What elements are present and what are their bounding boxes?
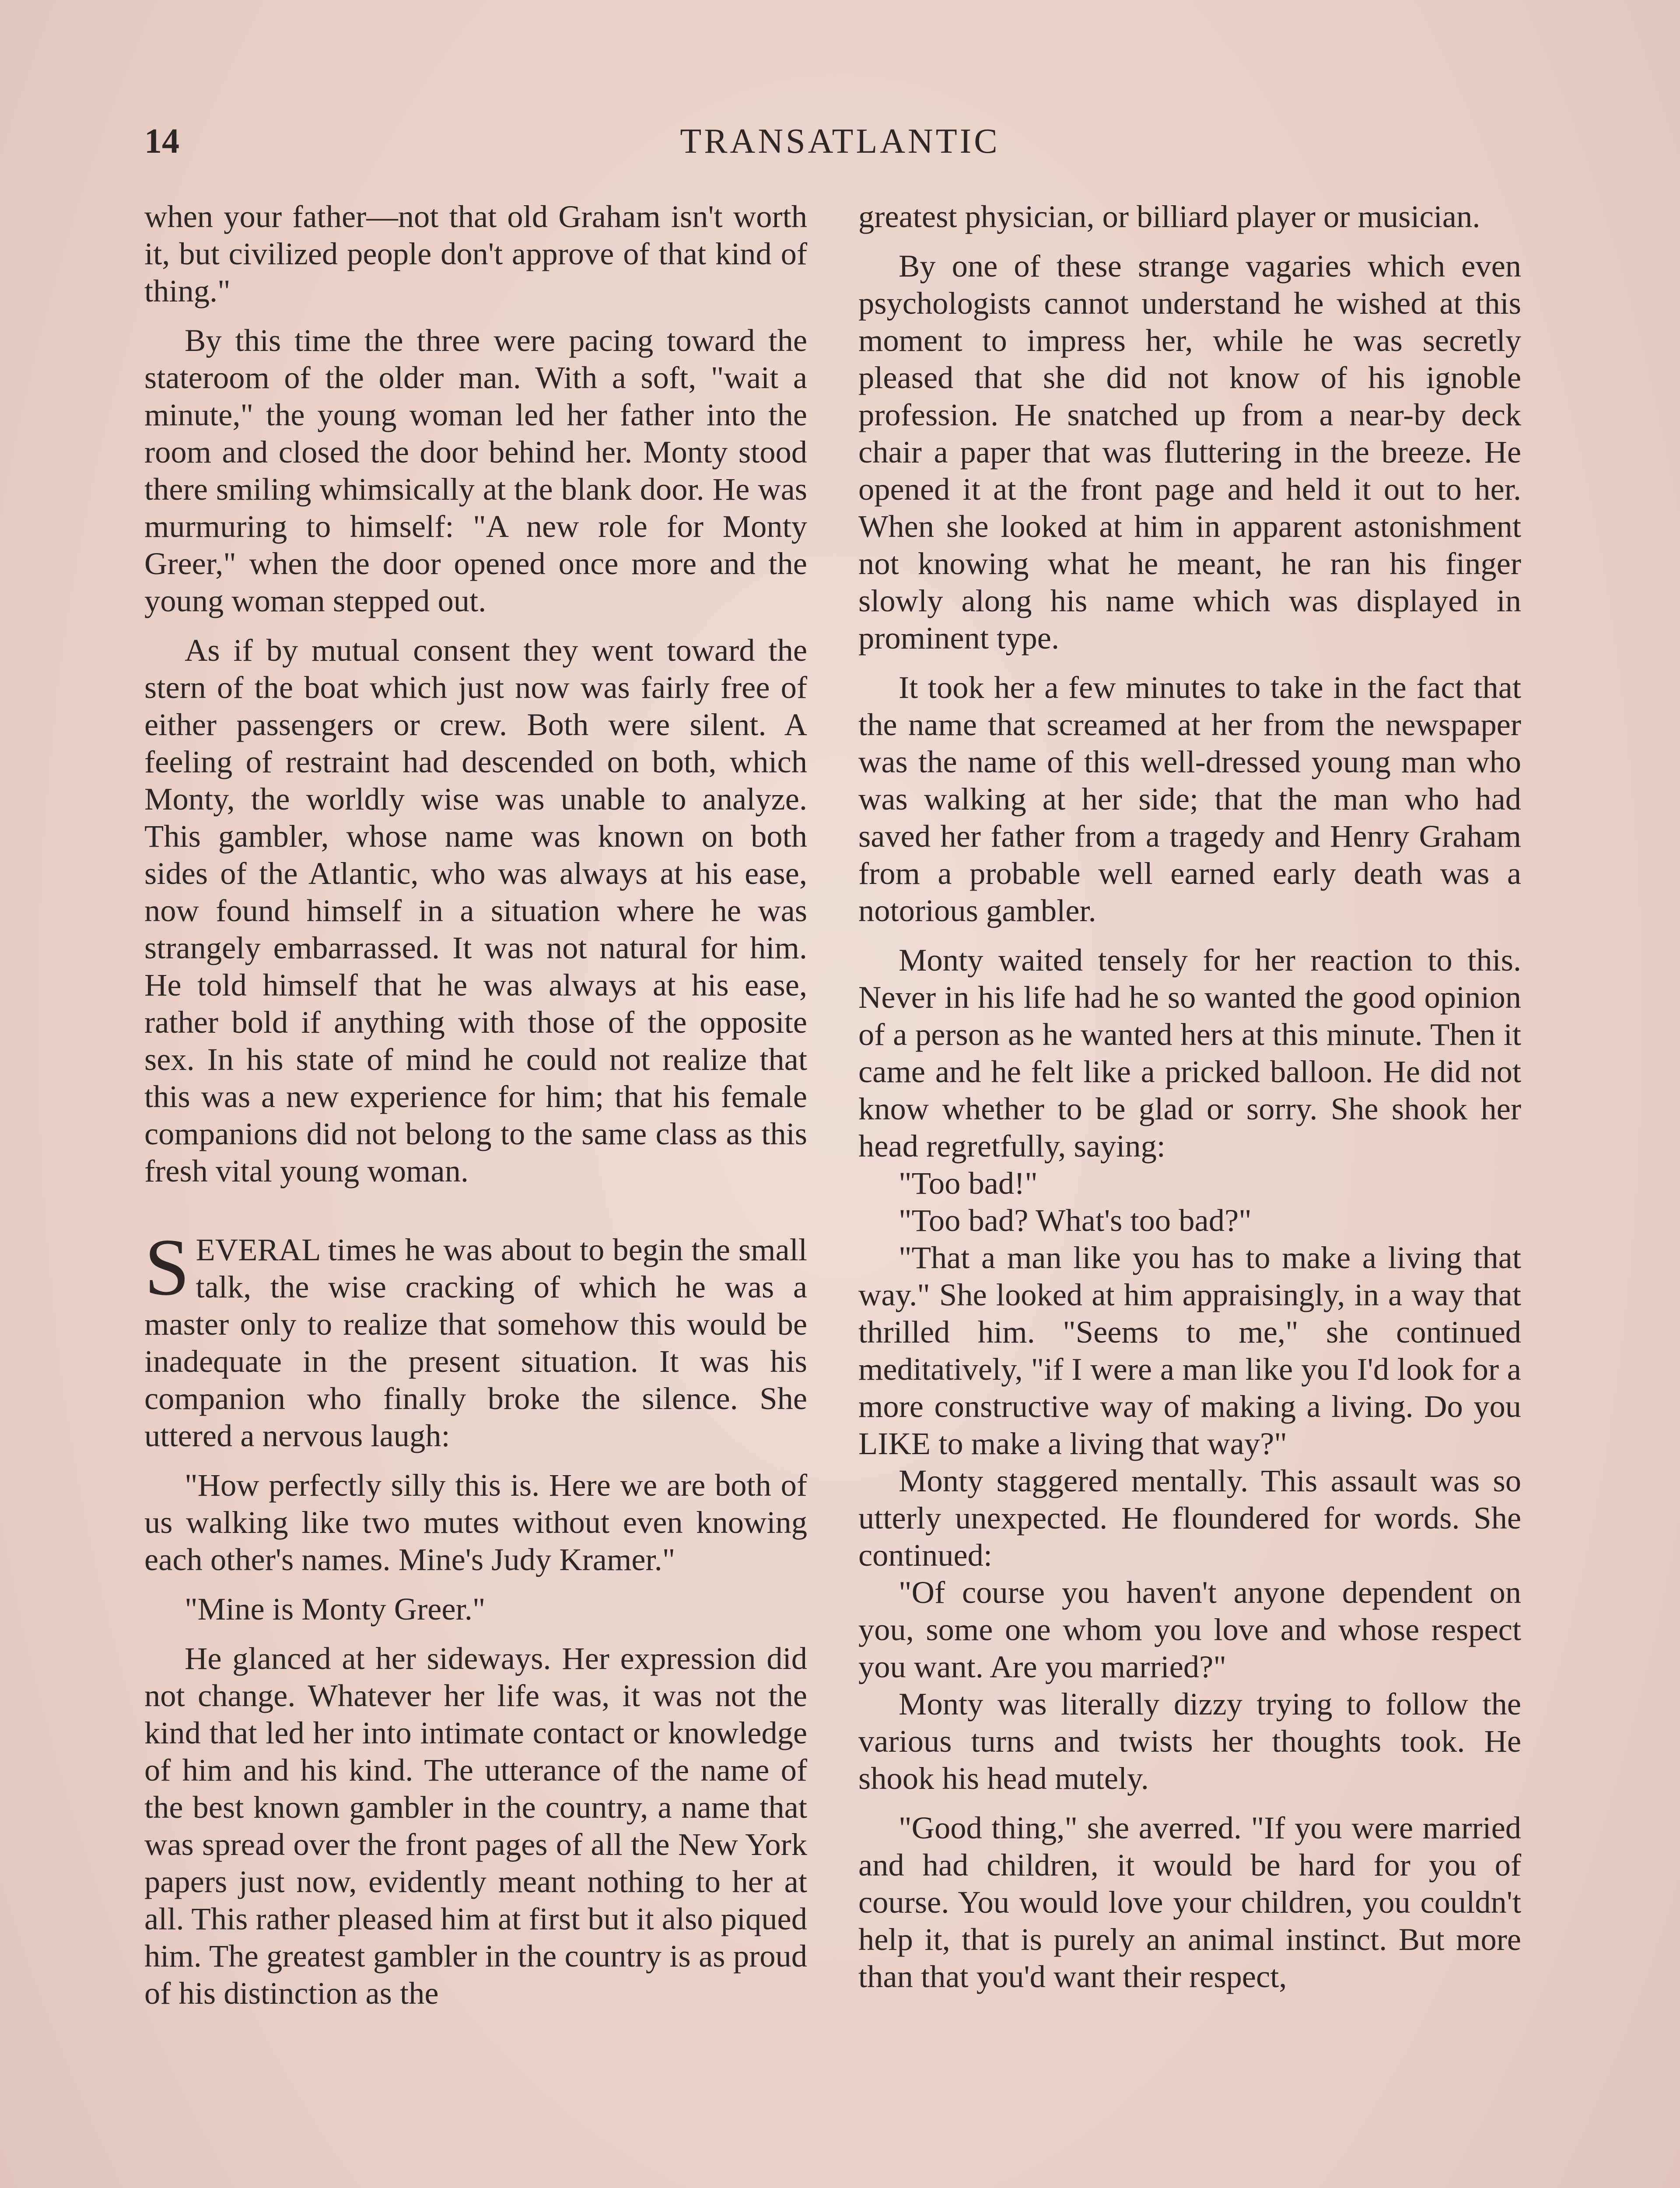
paragraph: "Mine is Monty Greer." (185, 1591, 486, 1627)
paragraph: when your father—not that old Graham isn't worth it, but civilized people don't approve of that kind of thing." (144, 199, 807, 309)
section-start (144, 1222, 807, 1454)
section-opening-paragraph (144, 1222, 807, 1454)
paragraph: greatest physician, or billiard player or musician. (858, 199, 1480, 234)
section-opening-text: EVERAL times he was about to begin the small talk, the wise cracking of which he was a master only to realize that somehow this would be inadequate in the present situation. It was his companion who finally broke the silence. She uttered a nervous laugh: (144, 1232, 807, 1453)
paragraph: By this time the three were pacing toward the stateroom of the older man. With a soft, "wait a minute," the young woman led her father into the room and closed the door behind her. Monty stood there smiling whimsically at the blank door. He was murmuring to himself: "A new role for Monty Greer," when the door opened once more and the young woman stepped out. (144, 323, 807, 618)
paragraph: It took her a few minutes to take in the fact that the name that screamed at her from the newspaper was the name of this well-dressed young man who was walking at her side; that the man who had saved her father from a tragedy and Henry Graham from a probable well earned early death was a notorious gambler. (858, 670, 1521, 928)
paragraph: "How perfectly silly this is. Here we are both of us walking like two mutes without even knowing each other's names. Mine's Judy Kramer." (144, 1467, 807, 1577)
running-title: TRANSATLANTIC (680, 122, 1000, 161)
page-header (0, 117, 1680, 165)
paragraph: "Too bad? What's too bad?" (899, 1203, 1252, 1238)
paragraph: He glanced at her sideways. Her expression did not change. Whatever her life was, it was not the kind that led her into intimate contact or knowledge of him and his kind. The utterance of the name of the best known gambler in the country, a name that was spread over the front pages of all the New York papers just now, evidently meant nothing to her at all. This rather pleased him at first but it also piqued him. The greatest gambler in the country is as proud of his distinction as the (144, 1641, 807, 2011)
paragraph: Monty waited tensely for her reaction to this. Never in his life had he so wanted the good opinion of a person as he wanted hers at this minute. Then it came and he felt like a pricked balloon. He did not know whether to be glad or sorry. She shook her head regretfully, saying: (858, 942, 1521, 1164)
paragraph: "Too bad!" (899, 1165, 1038, 1201)
page-number: 14 (144, 122, 179, 161)
paragraph: Monty staggered mentally. This assault was so utterly unexpected. He floundered for words. She continued: (858, 1463, 1521, 1573)
paragraph: "Good thing," she averred. "If you were married and had children, it would be hard for you of course. You would love your children, you couldn't help it, that is purely an animal instinct. But more than that you'd want their respect, (858, 1810, 1521, 1994)
drop-cap: S (144, 1222, 190, 1312)
left-column (144, 198, 807, 2012)
paragraph: As if by mutual consent they went toward the stern of the boat which just now was fairly free of either passengers or crew. Both were silent. A feeling of restraint had descended on both, which Monty, the worldly wise was unable to analyze. This gambler, whose name was known on both sides of the Atlantic, who was always at his ease, now found himself in a situation where he was strangely embarrassed. It was not natural for him. He told himself that he was always at his ease, rather bold if anything with those of the opposite sex. In his state of mind he could not realize that this was a new experience for him; that his female companions did not belong to the same class as this fresh vital young woman. (144, 632, 807, 1189)
paragraph: "That a man like you has to make a living that way." She looked at him appraisingly, in a way that thrilled him. "Seems to me," she continued meditatively, "if I were a man like you I'd look for a more constructive way of making a living. Do you LIKE to make a living that way?" (858, 1240, 1521, 1461)
paragraph: "Of course you haven't anyone dependent on you, some one whom you love and whose respect you want. Are you married?" (858, 1574, 1521, 1684)
paragraph: By one of these strange vagaries which even psychologists cannot understand he wished at this moment to impress her, while he was secretly pleased that she did not know of his ignoble profession. He snatched up from a near-by deck chair a paper that was fluttering in the breeze. He opened it at the front page and held it out to her. When she looked at him in apparent astonishment not knowing what he meant, he ran his finger slowly along his name which was displayed in prominent type. (858, 248, 1521, 656)
paragraph: Monty was literally dizzy trying to follow the various turns and twists her thoughts took. He shook his head mutely. (858, 1686, 1521, 1796)
right-column (858, 198, 1521, 1995)
